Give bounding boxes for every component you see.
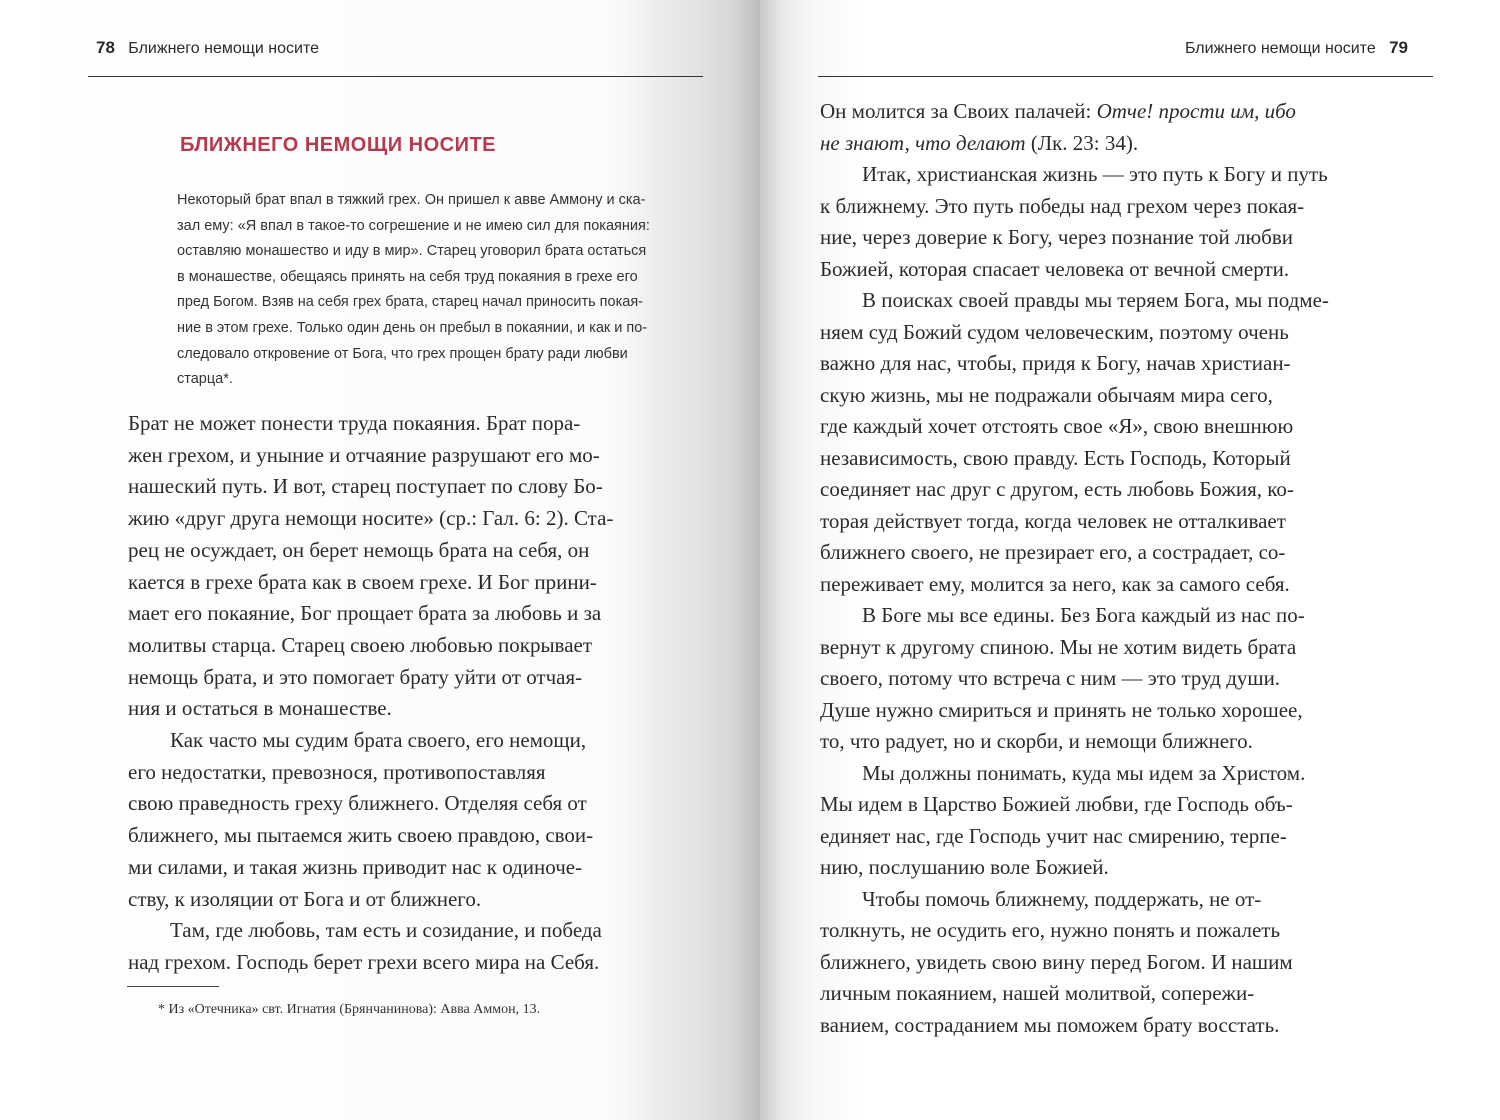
text-line: Итак, христианская жизнь — это путь к Богу и путь [862,162,1328,186]
chapter-heading: БЛИЖНЕГО НЕМОЩИ НОСИТЕ [180,134,497,156]
text-line: ству, к изоляции от Бога и от ближнего. [128,886,482,911]
text-line: вернут к другому спиною. Мы не хотим видеть брата [820,634,1297,659]
text-line: Некоторый брат впал в тяжкий грех. Он пришел к авве Аммону и ска- [177,192,646,208]
text-line: Мы должны понимать, куда мы идем за Христом. [862,760,1306,785]
text-line: ми силами, и такая жизнь приводит нас к одиноче- [128,854,583,879]
footnote-rule [127,986,219,987]
text-line: скую жизнь, мы не подражали обычаям мира сего, [820,382,1273,407]
right-running-title: Ближнего немощи носите [1184,40,1376,57]
left-running-head [96,38,319,58]
text-line: то, что радует, но и скорби, и немощи ближнего. [820,729,1253,753]
text-line: пред Богом. Взяв на себя грех брата, старец начал приносить покая- [177,294,644,311]
text-line: жен грехом, и уныние и отчаяние разрушают его мо- [128,442,600,467]
text-line: няем суд Божий судом человеческим, поэтому очень [820,319,1289,344]
text-line: В поисках своей правды мы теряем Бога, мы подме- [862,288,1329,312]
text-line: независимость, свою правду. Есть Господь, Который [820,445,1291,470]
text-line: Душе нужно смириться и принять не только хорошее, [820,697,1303,722]
text-line: важно для нас, чтобы, придя к Богу, начав христиан- [820,351,1291,375]
text-line: старца*. [177,371,233,388]
text-line: следовало откровение от Бога, что грех прощен брату ради любви [177,345,628,362]
text-line: Там, где любовь, там есть и созидание, и победа [170,918,602,943]
text-line: нашеский путь. И вот, старец поступает по слову Бо- [128,474,603,499]
text-line: единяет нас, где Господь учит нас смирению, терпе- [820,823,1287,848]
text-line: ния и остаться в монашестве. [128,696,392,721]
text-line: ванием, состраданием мы поможем брату восстать. [820,1012,1280,1037]
text-line: ближнего своего, не презирает его, а сострадает, со- [820,540,1286,564]
text-line: торая действует тогда, когда человек не отталкивает [820,508,1286,533]
text-line: нию, послушанию воле Божией. [820,855,1109,879]
text-line: где каждый хочет отстоять свое «Я», свою внешнюю [820,414,1294,438]
text-line: оставляю монашество и иду в мир». Старец уговорил брата остаться [177,243,647,260]
text-line: толкнуть, не осудить его, нужно понять и пожалеть [820,918,1281,942]
text-line: соединяет нас друг с другом, есть любовь Божия, ко- [820,477,1294,501]
left-page-number: 78 [96,38,115,57]
scripture-quote-part-1: Отче! прости им, ибо [1096,99,1296,123]
right-line-1 [820,96,1329,128]
text-line: в монашестве, обещаясь принять на себя труд покаяния в грехе его [177,268,638,285]
text-line: Божией, которая спасает человека от вечной смерти. [820,256,1290,281]
text-line: к ближнему. Это путь победы над грехом через покая- [820,193,1305,218]
text-line: Брат не может понести труда покаяния. Брат пора- [128,411,581,435]
footnote: * Из «Отечника» свт. Игнатия (Брянчанинова): Авва Аммон, 13. [158,1002,541,1017]
text-line: над грехом. Господь берет грехи всего мира на Себя. [128,949,600,974]
text-line: ние, через доверие к Богу, через познание той любви [820,225,1293,249]
scripture-quote-part-2: не знают, что делают [820,130,1026,155]
scripture-reference: (Лк. 23: 34). [1025,130,1139,155]
text-line: зал ему: «Я впал в такое-то согрешение и не имею сил для покаяния: [177,217,650,234]
text-line: молитвы старца. Старец своею любовью покрывает [128,632,593,657]
epigraph [177,188,650,393]
text-line: свою праведность греху ближнего. Отделяя себя от [128,791,587,816]
text-line: немощь брата, и это помогает брату уйти от отчая- [128,664,583,689]
text-line: переживает ему, молится за него, как за самого себя. [820,571,1290,596]
text-line: Чтобы помочь ближнему, поддержать, не от- [862,886,1262,911]
text-line: Как часто мы судим брата своего, его немощи, [170,728,587,753]
text-line: ние в этом грехе. Только один день он пребыл в покаянии, и как и по- [177,319,648,336]
text-line: рец не осуждает, он берет немощь брата на себя, он [128,537,590,562]
text-line: ближнего, мы пытаемся жить своею правдою, свои- [128,823,594,848]
text-line: его недостатки, превознося, противопоставляя [128,759,546,784]
left-running-title: Ближнего немощи носите [128,40,320,57]
text-line: В Боге мы все едины. Без Бога каждый из нас по- [862,603,1305,627]
text-line: мает его покаяние, Бог прощает брата за любовь и за [128,601,602,626]
text-line: ближнего, увидеть свою вину перед Богом. И нашим [820,949,1293,974]
right-header-rule [818,76,1433,77]
left-header-rule [88,76,703,77]
right-running-head [1185,38,1408,58]
right-body-text [820,96,1329,1041]
left-body-text [128,408,613,979]
text-line: своего, потому что встреча с ним — это труд души. [820,666,1281,690]
right-line-1-prefix: Он молится за Своих палачей: [820,99,1097,123]
right-line-2 [820,128,1329,160]
text-line: кается в грехе брата как в своем грехе. И Бог прини- [128,569,597,594]
text-line: личным покаянием, нашей молитвой, сопережи- [820,981,1255,1005]
right-page-number: 79 [1389,38,1408,57]
text-line: Мы идем в Царство Божией любви, где Господь объ- [820,792,1293,816]
text-line: жию «друг друга немощи носите» (ср.: Гал. 6: 2). Ста- [128,506,614,531]
